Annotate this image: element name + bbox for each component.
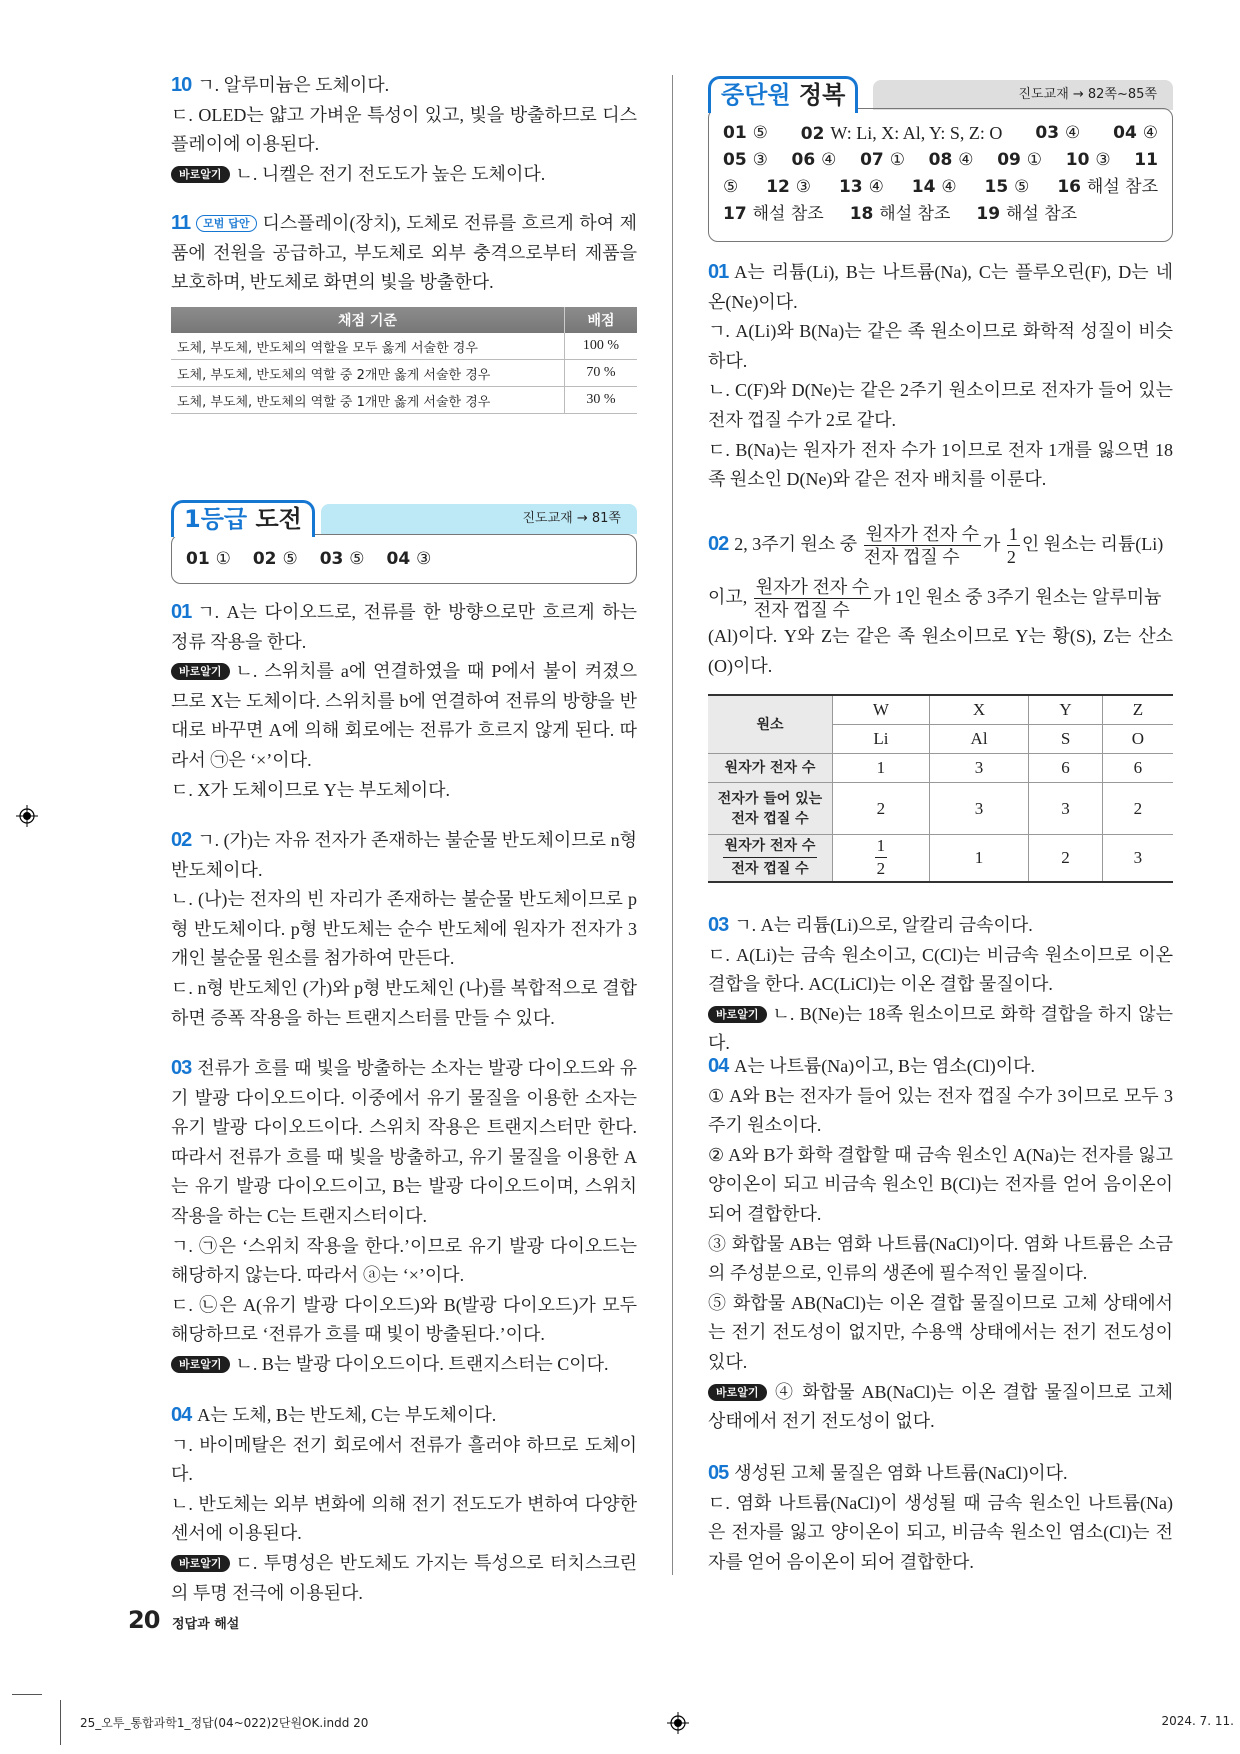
title-accent: 중단원 — [721, 81, 791, 109]
answer-choice: W: Li, X: Al, Y: S, Z: O — [830, 123, 1003, 143]
cell: 3 — [929, 783, 1029, 835]
answer-choice: ④ — [1064, 123, 1081, 143]
answer-choice: ⑤ — [723, 177, 739, 197]
paragraph — [171, 826, 637, 885]
text: 이고, — [708, 587, 748, 607]
review-04 — [708, 1052, 1173, 1437]
answer-number: 02 — [800, 124, 825, 144]
paragraph-text: ㄷ. OLED는 얇고 가벼운 특성이 있고, 빛을 방출하므로 디스플레이에 이용된다. — [171, 104, 637, 155]
scoring-header-points: 배점 — [565, 307, 638, 333]
paragraph — [708, 1378, 1173, 1437]
challenge-header — [171, 500, 637, 534]
paragraph-text: ③ 화합물 AB는 염화 나트륨(NaCl)이다. 염화 나트륨은 소금의 주성분으로, 인류의 생존에 필수적인 물질이다. — [708, 1233, 1173, 1284]
cell: 6 — [1029, 754, 1102, 783]
paragraph — [171, 1490, 637, 1549]
paragraph — [708, 436, 1173, 495]
answer-choice: ⑤ — [282, 549, 298, 569]
paragraph-text: ㄷ. A(Li)는 금속 원소이고, C(Cl)는 비금속 원소이므로 이온 결합을 한다. AC(LiCl)는 이온 결합 물질이다. — [708, 944, 1173, 995]
points-cell: 100 % — [565, 333, 638, 360]
paragraph-text: ㄷ. 투명성은 반도체도 가지는 특성으로 터치스크린의 투명 전극에 이용된다. — [171, 1552, 637, 1603]
cell: W — [833, 695, 930, 725]
registration-mark-icon — [16, 805, 38, 827]
paragraph-text: 디스플레이(장치), 도체로 전류를 흐르게 하여 제품에 전원을 공급하고, 부도체로 외부 충격으로부터 제품을 보호하며, 반도체로 화면의 빛을 방출한다. — [171, 213, 637, 293]
answer-choice: ① — [889, 150, 905, 170]
question-number: 02 — [708, 533, 729, 555]
row-header — [708, 783, 833, 835]
paragraph-text: ㄷ. X가 도체이므로 Y는 부도체이다. — [171, 779, 451, 800]
fraction-bottom: 전자 껍질 수 — [753, 600, 850, 621]
paragraph — [708, 1000, 1173, 1059]
cell: 2 — [833, 783, 930, 835]
fraction-bottom: 전자 껍질 수 — [731, 861, 809, 878]
review-03 — [708, 911, 1173, 1059]
text: 인 원소는 리튬(Li) — [1021, 534, 1164, 554]
answer-item — [860, 147, 905, 174]
paragraph — [171, 974, 637, 1033]
answer-item — [723, 201, 824, 228]
title-accent: 1등급 — [184, 505, 248, 533]
review-title — [708, 76, 858, 113]
answer-number: 05 — [723, 150, 747, 170]
paragraph — [171, 71, 637, 101]
answer-item — [985, 174, 1030, 201]
table-row — [171, 387, 637, 414]
answer-item — [976, 201, 1077, 228]
answer-number: 12 — [766, 177, 790, 197]
answer-choice: 해설 참조 — [1086, 177, 1158, 197]
paragraph-text: A는 나트륨(Na)이고, B는 염소(Cl)이다. — [734, 1056, 1035, 1076]
answer-item — [997, 147, 1042, 174]
answer-choice: ① — [215, 549, 231, 569]
correction-badge: 바로알기 — [171, 663, 230, 680]
challenge-answers-box — [171, 534, 637, 584]
answer-choice: ③ — [1095, 150, 1111, 170]
paragraph-text: ㄴ. B는 발광 다이오드이다. 트랜지스터는 C이다. — [235, 1353, 609, 1374]
paragraph-text: ㄱ. A(Li)와 B(Na)는 같은 족 원소이므로 화학적 성질이 비슷하다. — [708, 321, 1173, 371]
paragraph-text: ㄴ. B(Ne)는 18족 원소이므로 화학 결합을 하지 않는다. — [708, 1003, 1173, 1054]
paragraph — [171, 1350, 637, 1380]
answer-number: 01 — [723, 123, 747, 143]
cell: 2 — [1029, 835, 1102, 882]
cell: 3 — [929, 754, 1029, 783]
answer-11 — [171, 209, 637, 298]
paragraph-text: ② A와 B가 화학 결합할 때 금속 원소인 A(Na)는 전자를 잃고 양이온이 되고 비금속 원소인 B(Cl)는 전자를 얻어 음이온이 되어 결합한다. — [708, 1144, 1173, 1224]
review-header — [708, 76, 1173, 110]
paragraph-text: ㄱ. 바이메탈은 전기 회로에서 전류가 흘러야 하므로 도체이다. — [171, 1434, 637, 1485]
cell: 1 — [833, 754, 930, 783]
paragraph-text: 생성된 고체 물질은 염화 나트륨(NaCl)이다. — [734, 1463, 1068, 1483]
registration-mark-icon — [667, 1712, 689, 1734]
answer-choice: ① — [1026, 150, 1043, 170]
title-rest: 도전 — [255, 505, 302, 533]
paragraph — [708, 911, 1173, 941]
paragraph-text: ① A와 B는 전자가 들어 있는 전자 껍질 수가 3이므로 모두 3주기 원소이다. — [708, 1085, 1173, 1136]
correction-badge: 바로알기 — [708, 1384, 767, 1401]
review-05 — [708, 1459, 1173, 1577]
answer-choice: ④ — [941, 177, 957, 197]
row-header: 원소 — [708, 695, 833, 754]
answer-number: 10 — [1065, 150, 1090, 170]
answer-number: 02 — [252, 549, 277, 569]
answer-choice: ⑤ — [349, 549, 365, 569]
answer-number: 19 — [976, 204, 1001, 224]
answer-choice: ④ — [1142, 123, 1158, 143]
answer-choice: ④ — [821, 150, 837, 170]
paragraph-text: ㄴ. C(F)와 D(Ne)는 같은 2주기 원소이므로 전자가 들어 있는 전자 껍질 수가 2로 같다. — [708, 380, 1173, 430]
answer-item — [1134, 147, 1158, 174]
fraction — [875, 835, 888, 880]
answer-number: 01 — [186, 549, 210, 569]
paragraph — [171, 598, 637, 657]
answer-row — [723, 201, 1158, 228]
paragraph — [708, 1230, 1173, 1289]
label-line: 전자가 들어 있는 — [717, 790, 823, 807]
challenge-02 — [171, 826, 637, 1033]
paragraph — [171, 209, 637, 298]
paragraph — [171, 1431, 637, 1490]
paragraph — [708, 376, 1173, 435]
paragraph-text: ㄷ. ㉡은 A(유기 발광 다이오드)와 B(발광 다이오드)가 모두 해당하므로 ‘전류가 흐를 때 빛이 방출된다.’이다. — [171, 1294, 637, 1345]
cell: O — [1102, 725, 1173, 754]
answer-number: 15 — [984, 177, 1009, 197]
answer-item — [850, 201, 951, 228]
cell — [833, 835, 930, 882]
paragraph-text: ④ 화합물 AB(NaCl)는 이온 결합 물질이므로 고체 상태에서 전기 전도성이 없다. — [708, 1381, 1173, 1432]
paragraph-text: ⑤ 화합물 AB(NaCl)는 이온 결합 물질이므로 고체 상태에서는 전기 전도성이 없지만, 수용액 상태에서는 전기 전도성이 있다. — [708, 1292, 1173, 1372]
answer-item — [1035, 120, 1080, 147]
page-label: 정답과 해설 — [172, 1617, 240, 1632]
correction-badge: 바로알기 — [171, 1356, 230, 1373]
answer-row — [723, 120, 1158, 147]
criteria-cell: 도체, 부도체, 반도체의 역할 중 1개만 옳게 서술한 경우 — [171, 387, 565, 414]
fraction-bottom: 전자 껍질 수 — [863, 547, 960, 568]
paragraph — [708, 1141, 1173, 1230]
answer-item — [1113, 120, 1158, 147]
answer-number: 03 — [1035, 123, 1060, 143]
answer-item — [253, 547, 298, 571]
paragraph-text: ㄱ. A는 다이오드로, 전류를 한 방향으로만 흐르게 하는 정류 작용을 한다. — [171, 602, 637, 652]
scoring-table — [171, 307, 637, 414]
answer-number: 14 — [911, 177, 936, 197]
cell: 3 — [1102, 835, 1173, 882]
answer-number: 18 — [849, 204, 874, 224]
question-number: 05 — [708, 1462, 729, 1484]
challenge-ref: 진도교재 → 81쪽 — [321, 504, 637, 534]
correction-badge: 바로알기 — [708, 1006, 767, 1023]
question-number: 03 — [171, 1057, 192, 1079]
paragraph — [708, 1289, 1173, 1378]
answer-row — [723, 174, 1158, 201]
answer-number: 04 — [1113, 123, 1137, 143]
answer-item — [792, 147, 837, 174]
fraction-top: 원자가 전자 수 — [865, 524, 980, 545]
text: 가 1인 원소 중 3주기 원소는 알루미늄 — [873, 587, 1162, 607]
paragraph-text: ㄷ. 염화 나트륨(NaCl)이 생성될 때 금속 원소인 나트륨(Na)은 전자를 잃고 양이온이 되고, 비금속 원소인 염소(Cl)는 전자를 얻어 음이온이 되어 결합한다. — [708, 1492, 1173, 1572]
paragraph — [171, 101, 637, 160]
paragraph-text: 전류가 흐를 때 빛을 방출하는 소자는 발광 다이오드와 유기 발광 다이오드이다. 이중에서 유기 물질을 이용한 소자는 유기 발광 다이오드이다. 스위치 작용은 트랜지스터만 한다. 따라서 전류가 흐를 때 빛을 방출하고, 유기 물질을 이용한 A는 유기 발광 다이오드이고, B는 발광 다이오드이며, 스위치 작용을 하는 C는 트랜지스터이다. — [171, 1058, 637, 1226]
paragraph — [171, 657, 637, 775]
paragraph — [708, 1489, 1173, 1578]
fraction-top: 1 — [875, 835, 888, 858]
answer-choice: ③ — [752, 150, 768, 170]
paragraph-text: ㄴ. 니켈은 전기 전도도가 높은 도체이다. — [235, 163, 546, 184]
paragraph — [708, 258, 1173, 317]
question-number: 11 — [171, 212, 191, 234]
review-01 — [708, 258, 1173, 495]
question-number: 10 — [171, 74, 192, 96]
cell: 3 — [1029, 783, 1102, 835]
model-answer-badge: 모범 답안 — [196, 215, 256, 232]
paragraph — [708, 1082, 1173, 1141]
answer-choice: 해설 참조 — [879, 204, 951, 224]
page-number: 20 — [128, 1606, 160, 1634]
answer-10 — [171, 71, 637, 189]
paragraph — [171, 1232, 637, 1291]
file-name: 25_오투_통합과학1_정답(04~022)2단원OK.indd 20 — [80, 1716, 369, 1730]
paragraph-text: ㄴ. 스위치를 a에 연결하였을 때 P에서 불이 켜졌으므로 X는 도체이다. 스위치를 b에 연결하여 전류의 방향을 반대로 바꾸면 A에 의해 회로에는 전류가 흐르지 않게 된다. 따라서 ㉠은 ‘×’이다. — [171, 661, 637, 770]
answer-number: 04 — [386, 549, 411, 569]
question-number: 01 — [171, 601, 192, 623]
answer-item — [387, 547, 432, 571]
fraction — [754, 576, 871, 621]
answer-item — [801, 120, 1003, 147]
answer-item — [929, 147, 974, 174]
paragraph — [171, 1549, 637, 1608]
answer-item — [1066, 147, 1111, 174]
answer-item — [766, 174, 811, 201]
cell: 1 — [929, 835, 1029, 882]
paragraph-text: ㄱ. 알루미늄은 도체이다. — [197, 75, 390, 95]
title-rest: 정복 — [798, 81, 846, 109]
paragraph — [708, 1052, 1173, 1082]
table-row — [171, 360, 637, 387]
points-cell: 70 % — [565, 360, 638, 387]
answer-choice: ⑤ — [1014, 177, 1030, 197]
answer-choice: ④ — [958, 150, 974, 170]
paragraph — [171, 1291, 637, 1350]
paragraph — [171, 885, 637, 974]
review-answers-box — [708, 108, 1173, 242]
fraction-bottom: 2 — [1006, 547, 1016, 568]
cell: S — [1029, 725, 1102, 754]
paragraph-text: ㄷ. n형 반도체인 (가)와 p형 반도체인 (나)를 복합적으로 결합하면 증폭 작용을 하는 트랜지스터를 만들 수 있다. — [171, 977, 637, 1028]
paragraph — [171, 1401, 637, 1431]
answer-number: 16 — [1057, 177, 1081, 197]
answer-item — [839, 174, 884, 201]
challenge-01 — [171, 598, 637, 805]
text: (Al)이다. Y와 Z는 같은 족 원소이므로 Y는 황(S), Z는 산소(O)이다. — [708, 626, 1173, 676]
fraction-top: 원자가 전자 수 — [723, 835, 818, 858]
question-number: 03 — [708, 914, 729, 936]
cell: Li — [833, 725, 930, 754]
points-cell: 30 % — [565, 387, 638, 414]
scoring-header-criteria: 채점 기준 — [171, 307, 565, 333]
fraction-bottom: 2 — [876, 859, 886, 879]
fraction-top: 원자가 전자 수 — [755, 577, 870, 598]
answer-item — [723, 147, 768, 174]
answer-number: 11 — [1134, 150, 1158, 170]
table-row — [171, 333, 637, 360]
answer-item — [723, 120, 768, 147]
table-row — [708, 695, 1173, 725]
paragraph — [171, 1054, 637, 1232]
fraction — [723, 835, 818, 880]
challenge-title — [171, 500, 315, 537]
crop-mark — [60, 1700, 61, 1745]
table-row — [708, 754, 1173, 783]
challenge-03 — [171, 1054, 637, 1380]
label-line: 전자 껍질 수 — [731, 810, 809, 827]
answer-number: 13 — [838, 177, 863, 197]
paragraph-text: ㄴ. (나)는 전자의 빈 자리가 존재하는 불순물 반도체이므로 p형 반도체이다. p형 반도체는 순수 반도체에 원자가 전자가 3개인 불순물 원소를 첨가하여 만든다. — [171, 889, 637, 969]
correction-badge: 바로알기 — [171, 1555, 230, 1572]
answer-number: 08 — [928, 150, 953, 170]
fraction-top: 1 — [1008, 524, 1018, 545]
row-header — [708, 835, 833, 882]
paragraph-text: ㄷ. B(Na)는 원자가 전자 수가 1이므로 전자 1개를 잃으면 18족 원소인 D(Ne)와 같은 전자 배치를 이룬다. — [708, 439, 1173, 490]
paragraph — [708, 1459, 1173, 1489]
answer-choice: ⑤ — [752, 123, 768, 143]
paragraph-text: ㄱ. A는 리튬(Li)으로, 알칼리 금속이다. — [734, 915, 1033, 935]
answer-choice: ③ — [795, 177, 812, 197]
answer-choice: 해설 참조 — [1005, 204, 1078, 224]
table-row — [708, 783, 1173, 835]
text: 가 — [983, 534, 1001, 554]
criteria-cell: 도체, 부도체, 반도체의 역할을 모두 옳게 서술한 경우 — [171, 333, 565, 360]
criteria-cell: 도체, 부도체, 반도체의 역할 중 2개만 옳게 서술한 경우 — [171, 360, 565, 387]
text: 2, 3주기 원소 중 — [734, 534, 858, 554]
element-table — [708, 694, 1173, 883]
question-number: 01 — [708, 261, 729, 283]
question-number: 04 — [171, 1404, 192, 1426]
answer-number: 06 — [791, 150, 816, 170]
cell: Y — [1029, 695, 1102, 725]
paragraph-text: ㄱ. (가)는 자유 전자가 존재하는 불순물 반도체이므로 n형 반도체이다. — [171, 830, 637, 880]
crop-mark — [12, 1694, 42, 1695]
review-02 — [708, 516, 1173, 681]
answer-item — [1057, 174, 1158, 201]
column-divider — [672, 75, 673, 1575]
question-number: 04 — [708, 1055, 729, 1077]
print-date: 2024. 7. 11. — [1161, 1714, 1234, 1728]
answer-item — [723, 174, 738, 201]
answer-item — [186, 547, 231, 571]
review-ref: 진도교재 → 82쪽~85쪽 — [873, 80, 1173, 110]
answer-number: 09 — [997, 150, 1021, 170]
fraction — [864, 523, 981, 568]
table-row — [708, 835, 1173, 882]
fraction — [1007, 523, 1020, 568]
answer-item — [912, 174, 957, 201]
cell: 6 — [1102, 754, 1173, 783]
challenge-04 — [171, 1401, 637, 1608]
answer-choice: 해설 참조 — [752, 204, 824, 224]
correction-badge: 바로알기 — [171, 166, 230, 183]
answer-number: 07 — [860, 150, 884, 170]
paragraph — [708, 941, 1173, 1000]
cell: Z — [1102, 695, 1173, 725]
paragraph-text: ㄱ. ㉠은 ‘스위치 작용을 한다.’이므로 유기 발광 다이오드는 해당하지 않는다. 따라서 ⓐ는 ‘×’이다. — [171, 1235, 637, 1286]
cell: 2 — [1102, 783, 1173, 835]
answer-choice: ④ — [868, 177, 884, 197]
answer-choice: ③ — [416, 549, 432, 569]
cell: X — [929, 695, 1029, 725]
answer-number: 03 — [319, 549, 344, 569]
paragraph — [171, 160, 637, 190]
cell: Al — [929, 725, 1029, 754]
question-number: 02 — [171, 829, 192, 851]
answer-item — [320, 547, 365, 571]
answer-row — [723, 147, 1158, 174]
row-header: 원자가 전자 수 — [708, 754, 833, 783]
paragraph-text: A는 리튬(Li), B는 나트륨(Na), C는 플루오린(F), D는 네온(Ne)이다. — [708, 262, 1173, 312]
paragraph-text: ㄴ. 반도체는 외부 변화에 의해 전기 전도도가 변하여 다양한 센서에 이용된다. — [171, 1493, 637, 1544]
paragraph-text: A는 도체, B는 반도체, C는 부도체이다. — [197, 1405, 497, 1425]
paragraph — [708, 317, 1173, 376]
paragraph — [171, 776, 637, 806]
answer-number: 17 — [723, 204, 747, 224]
